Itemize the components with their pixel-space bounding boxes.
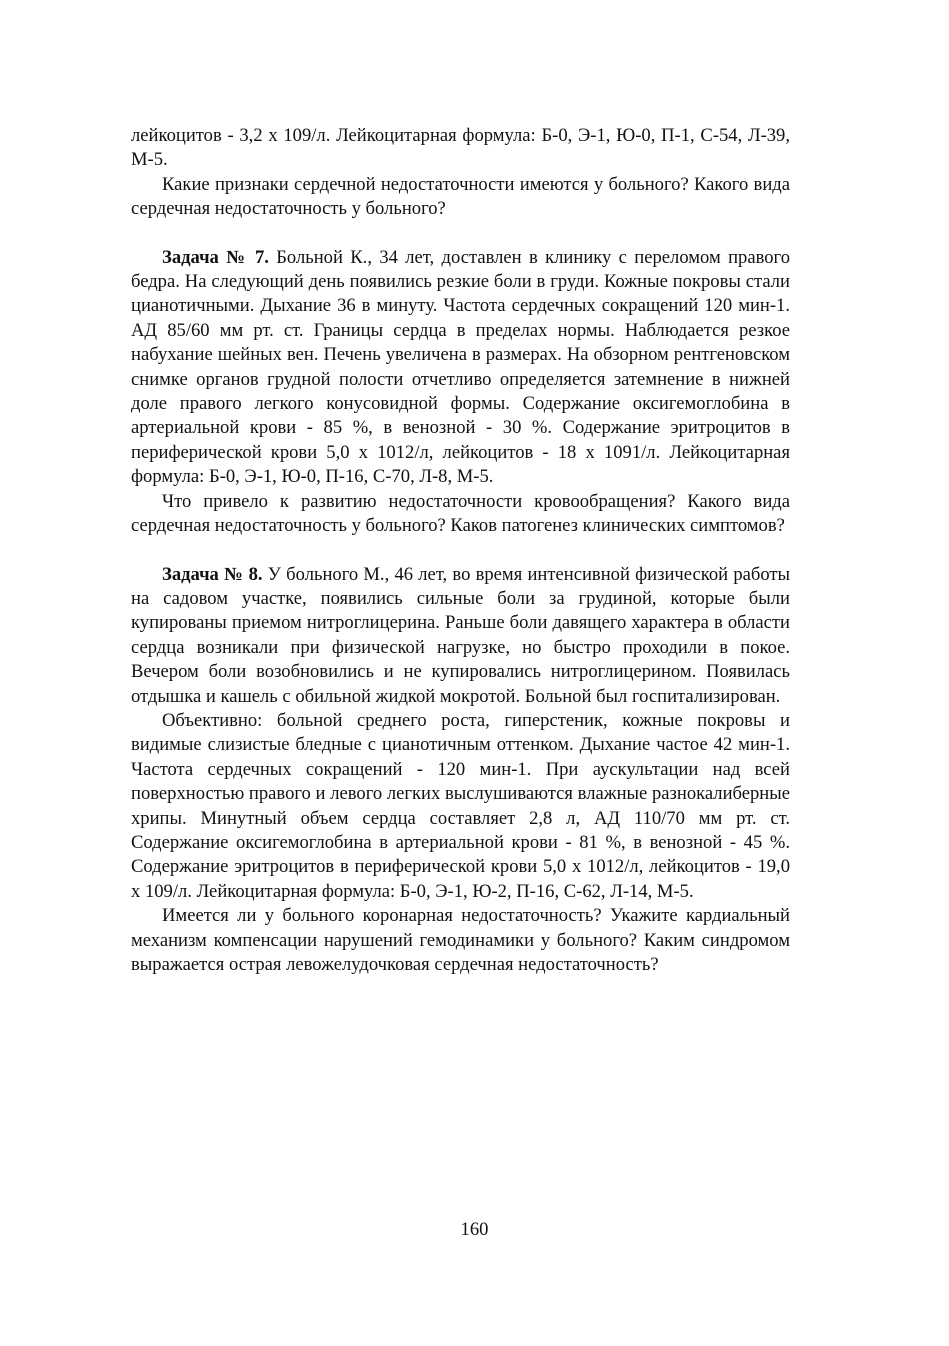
paragraph-task7-question: Что привело к развитию недостаточности кровообращения? Какого вида сердечная недостаточность у больного? Каков патогенез клинических симптомов?: [131, 490, 790, 537]
paragraph-task8: [131, 563, 790, 709]
paragraph-leukocytes-continuation: лейкоцитов - 3,2 х 109/л. Лейкоцитарная формула: Б-0, Э-1, Ю-0, П-1, С-54, Л-39, М-5.: [131, 125, 790, 171]
task8-text: У больного М., 46 лет, во время интенсивной физической работы на садовом участке, появились сильные боли за грудиной, которые были купированы приемом нитроглицерина. Раньше боли давящего характера в области сердца возникали при физической нагрузке, но быстро проходили в покое. Вечером боли возобновились и не купировались нитроглицерином. Появилась отдышка и кашель с обильной жидкой мокротой. Больной был госпитализирован.: [131, 563, 790, 707]
paragraph-gap: [131, 222, 790, 246]
paragraph-task6-question: Какие признаки сердечной недостаточности имеются у больного? Какого вида сердечная недостаточность у больного?: [131, 173, 790, 220]
task7-text: Больной К., 34 лет, доставлен в клинику с переломом правого бедра. На следующий день появились резкие боли в груди. Кожные покровы стали цианотичными. Дыхание 36 в минуту. Частота сердечных сокращений 120 мин-1. АД 85/60 мм рт. ст. Границы сердца в пределах нормы. Наблюдается резкое набухание шейных вен. Печень увеличена в размерах. На обзорном рентгеновском снимке органов грудной полости отчетливо определяется затемнение в нижней доле правого легкого конусовидной формы. Содержание оксигемоглобина в артериальной крови - 85 %, в венозной - 30 %. Содержание эритроцитов в периферической крови 5,0 х 1012/л, лейкоцитов - 18 х 1091/л. Лейкоцитарная формула: Б-0, Э-1, Ю-0, П-16, С-70, Л-8, М-5.: [131, 246, 790, 488]
page-number: 160: [460, 1219, 489, 1240]
task7-label: Задача № 7.: [162, 246, 269, 268]
page-body: [131, 124, 790, 977]
paragraph-task8-question: Имеется ли у больного коронарная недостаточность? Укажите кардиальный механизм компенсации нарушений гемодинамики у больного? Каким синдромом выражается острая левожелудочковая сердечная недостаточность?: [131, 905, 790, 975]
task8-label: Задача № 8.: [162, 563, 263, 585]
paragraph-task7: [131, 246, 790, 490]
paragraph-gap: [131, 539, 790, 563]
paragraph-task8-objective: Объективно: больной среднего роста, гиперстеник, кожные покровы и видимые слизистые бледные с цианотичным оттенком. Дыхание частое 42 мин-1. Частота сердечных сокращений - 120 мин-1. При аускультации над всей поверхностью правого и левого легких выслушиваются влажные разнокалиберные хрипы. Минутный объем сердца составляет 2,8 л, АД 110/70 мм рт. ст. Содержание оксигемоглобина в артериальной крови - 81 %, в венозной - 45 %. Содержание эритроцитов в периферической крови 5,0 х 1012/л, лейкоцитов - 19,0 х 109/л. Лейкоцитарная формула: Б-0, Э-1, Ю-2, П-16, С-62, Л-14, М-5.: [131, 709, 790, 902]
